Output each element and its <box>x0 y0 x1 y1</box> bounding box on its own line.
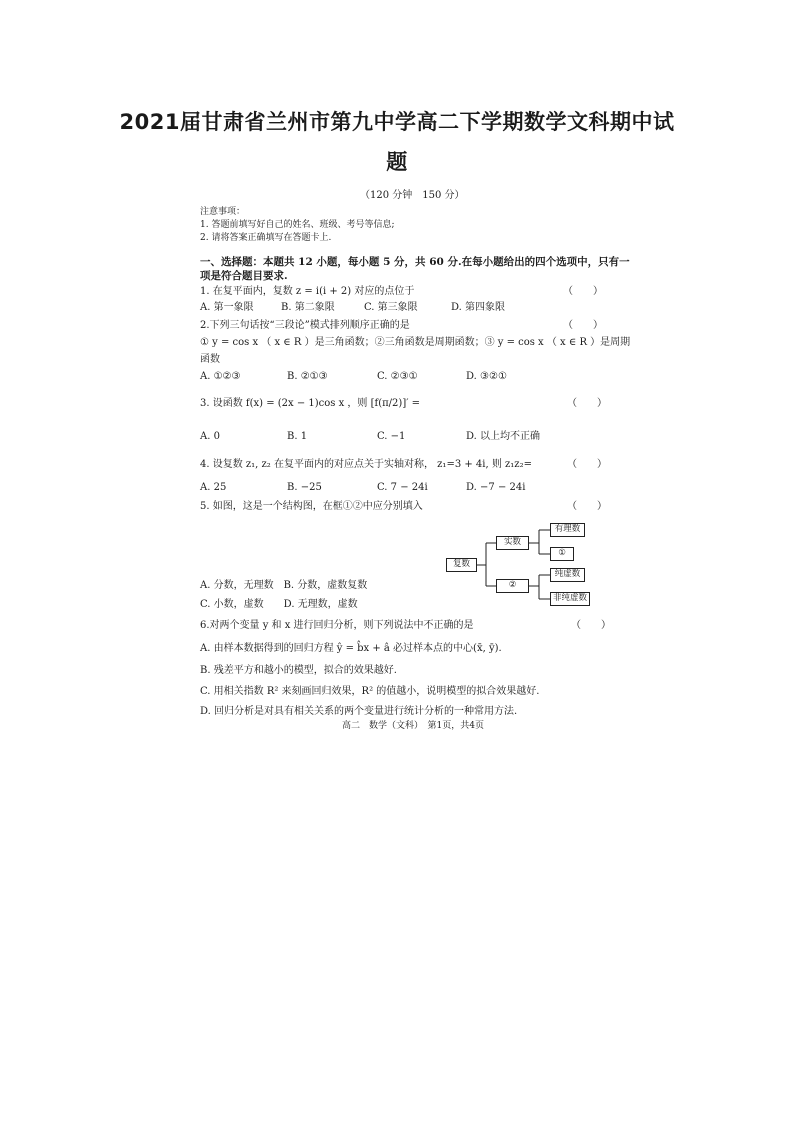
q5-options-ab: A. 分数，无理数 B. 分数，虚数复数 <box>200 580 368 591</box>
q4-answer-paren: （ ） <box>567 459 607 470</box>
q6-stem: 6.对两个变量 y 和 x 进行回归分析，则下列说法中不正确的是 <box>200 620 474 631</box>
q2-statement: ① y = cos x （ x ∈ R ）是三角函数；②三角函数是周期函数；③ y = cos x （ x ∈ R ）是周期 <box>200 337 631 348</box>
section-heading-line1: 一、选择题：本题共 12 小题，每小题 5 分，共 60 分.在每小题给出的四个选项中，只有一 <box>200 256 630 268</box>
q6-option-a: A. 由样本数据得到的回归方程 ŷ = b̂x + â 必过样本点的中心(x̄, ȳ). <box>200 643 502 654</box>
q4-option-d: D. −7 − 24i <box>466 482 526 493</box>
diagram-node-blank-1: ① <box>550 547 574 561</box>
note-2: 2. 请将答案正确填写在答题卡上. <box>200 233 332 243</box>
diagram-node-youlishu: 有理数 <box>550 523 585 537</box>
section-heading-line2: 项是符合题目要求. <box>200 270 288 282</box>
page-title-line2: 题 <box>386 150 408 174</box>
q1-answer-paren: （ ） <box>563 286 603 297</box>
q1-option-c: C. 第三象限 <box>364 302 418 313</box>
q4-option-c: C. 7 − 24i <box>377 482 428 493</box>
q1-option-d: D. 第四象限 <box>451 302 506 313</box>
page-title-line1: 2021届甘肃省兰州市第九中学高二下学期数学文科期中试 <box>119 110 675 134</box>
q2-statement-cont: 函数 <box>200 354 220 365</box>
note-1: 1. 答题前填写好自己的姓名、班级、考号等信息; <box>200 220 395 230</box>
q6-option-b: B. 残差平方和越小的模型，拟合的效果越好. <box>200 665 397 676</box>
q6-option-c: C. 用相关指数 R² 来刻画回归效果，R² 的值越小，说明模型的拟合效果越好. <box>200 686 540 697</box>
q2-stem: 2.下列三句话按“三段论”模式排列顺序正确的是 <box>200 320 410 331</box>
diagram-node-chunxushu: 纯虚数 <box>550 568 585 582</box>
q2-option-a: A. ①②③ <box>200 371 241 382</box>
q6-option-d: D. 回归分析是对具有相关关系的两个变量进行统计分析的一种常用方法. <box>200 706 518 717</box>
duration: （120 分钟 150 分） <box>360 190 465 201</box>
q2-option-c: C. ②③① <box>377 371 418 382</box>
q4-option-a: A. 25 <box>200 482 227 493</box>
q3-option-b: B. 1 <box>287 431 308 442</box>
q2-option-b: B. ②①③ <box>287 371 328 382</box>
notes-header: 注意事项： <box>200 207 246 217</box>
q5-options-cd: C. 小数，虚数 D. 无理数，虚数 <box>200 599 358 610</box>
q3-option-c: C. −1 <box>377 431 406 442</box>
q1-stem: 1. 在复平面内，复数 z = i(i + 2) 对应的点位于 <box>200 286 415 297</box>
q2-answer-paren: （ ） <box>563 320 603 331</box>
q4-stem: 4. 设复数 z₁, z₂ 在复平面内的对应点关于实轴对称， z₁=3 + 4i, 则 z₁z₂= <box>200 459 532 470</box>
diagram-node-feichunxushu: 非纯虚数 <box>550 592 590 606</box>
q4-option-b: B. −25 <box>287 482 322 493</box>
q2-option-d: D. ③②① <box>466 371 507 382</box>
q3-option-a: A. 0 <box>200 431 220 442</box>
diagram-node-blank-2: ② <box>496 579 529 593</box>
page-footer: 高二 数学（文科） 第1页，共4页 <box>342 721 484 731</box>
q6-answer-paren: （ ） <box>571 620 611 631</box>
diagram-node-fushu: 复数 <box>446 558 477 572</box>
q1-option-b: B. 第二象限 <box>281 302 335 313</box>
q5-answer-paren: （ ） <box>567 501 607 512</box>
q3-option-d: D. 以上均不正确 <box>466 431 541 442</box>
q3-answer-paren: （ ） <box>567 398 607 409</box>
q1-option-a: A. 第一象限 <box>200 302 254 313</box>
diagram-node-shishu: 实数 <box>496 536 529 550</box>
q5-stem: 5. 如图，这是一个结构图，在框①②中应分别填入 <box>200 501 423 512</box>
q3-stem: 3. 设函数 f(x) = (2x − 1)cos x ，则 [f(π/2)]′ = <box>200 398 421 409</box>
